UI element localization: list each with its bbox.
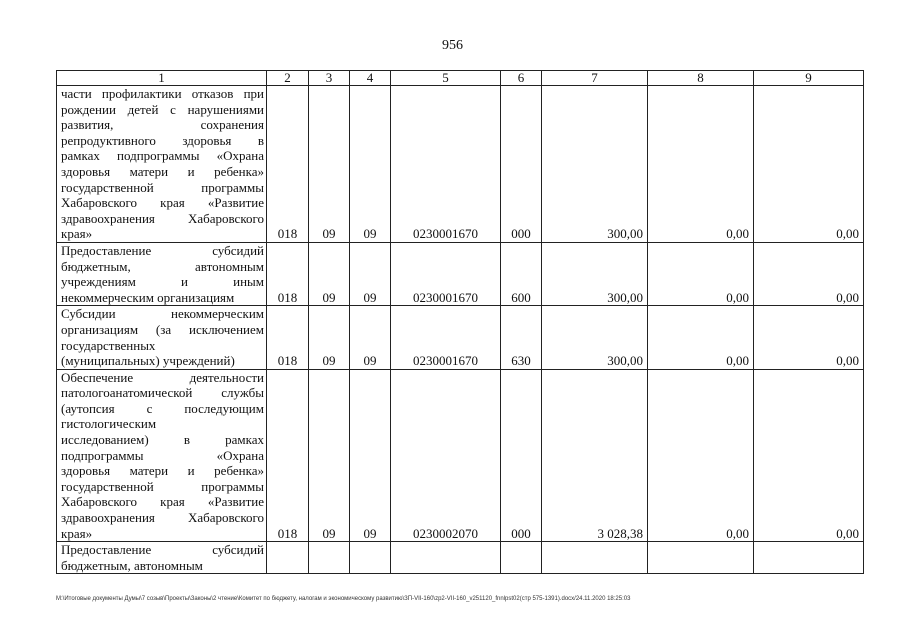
cell-col-6: 630 [501,306,542,369]
description-line: некоммерческим организациям [61,289,235,305]
description-line: исследованием) в рамках [61,432,264,448]
description-line: государственных [61,337,156,353]
description-line: развития, сохранения [61,117,264,133]
cell-col-5: 0230001670 [391,86,501,243]
cell-col-6: 600 [501,242,542,305]
column-header: 8 [648,71,754,86]
description-line: репродуктивного здоровья в [61,132,264,148]
cell-col-2: 018 [267,369,309,542]
cell-col-3 [309,542,350,574]
cell-col-8: 0,00 [648,306,754,369]
cell-col-4: 09 [350,242,391,305]
description-line: учреждениям и иным [61,274,264,290]
column-header: 5 [391,71,501,86]
budget-table [56,70,864,574]
cell-col-3: 09 [309,242,350,305]
cell-col-9: 0,00 [754,369,864,542]
description-line: здоровья матери и ребенка» [61,163,264,179]
column-header: 1 [57,71,267,86]
column-header: 6 [501,71,542,86]
cell-col-4: 09 [350,369,391,542]
table-row [57,306,864,369]
description-line: края» [61,226,93,242]
cell-col-2: 018 [267,86,309,243]
cell-col-4 [350,542,391,574]
cell-col-5: 0230001670 [391,242,501,305]
cell-col-9 [754,542,864,574]
cell-col-8: 0,00 [648,369,754,542]
page-number: 956 [442,38,463,53]
cell-col-9: 0,00 [754,306,864,369]
cell-col-7: 300,00 [542,242,648,305]
description-line: гистологическим [61,416,157,432]
column-header: 7 [542,71,648,86]
description-line: (аутопсия с последующим [61,400,264,416]
description-line: организациям (за исключением [61,321,264,337]
description-line: Предоставление субсидий [61,242,264,258]
description-line: Хабаровского края «Развитие [61,195,264,211]
row-description [57,542,267,574]
cell-col-7: 3 028,38 [542,369,648,542]
cell-col-6: 000 [501,369,542,542]
column-header: 4 [350,71,391,86]
description-line: государственной программы [61,179,264,195]
table-row [57,369,864,542]
description-line: Обеспечение деятельности [61,369,264,385]
description-line: здоровья матери и ребенка» [61,463,264,479]
table-header-row [57,71,864,86]
table-row [57,242,864,305]
description-line: рамках подпрограммы «Охрана [61,148,264,164]
column-header: 9 [754,71,864,86]
row-description [57,86,267,243]
cell-col-4: 09 [350,306,391,369]
description-line: бюджетным, автономным [61,258,264,274]
row-description [57,242,267,305]
cell-col-9: 0,00 [754,86,864,243]
document-file-path: M:\Итоговые документы Думы\7 созыв\Проекты\Законы\2 чтение\Комитет по бюджету, налогам и экономическому развитию\ЗП-VII-160\zp2-VII-160_v251120_fnnlpst02(стр 575-1391).docx/24.11.2020 18:25:03 [56,596,631,602]
cell-col-7 [542,542,648,574]
cell-col-2: 018 [267,242,309,305]
description-line: Предоставление субсидий [61,542,264,558]
cell-col-8 [648,542,754,574]
cell-col-8: 0,00 [648,86,754,243]
cell-col-9: 0,00 [754,242,864,305]
cell-col-7: 300,00 [542,306,648,369]
cell-col-4: 09 [350,86,391,243]
description-line: (муниципальных) учреждений) [61,353,235,369]
row-description [57,369,267,542]
cell-col-5: 0230002070 [391,369,501,542]
description-line: бюджетным, автономным [61,557,203,573]
description-line: подпрограммы «Охрана [61,447,264,463]
cell-col-6 [501,542,542,574]
description-line: здравоохранения Хабаровского [61,210,264,226]
table-row [57,86,864,243]
cell-col-5 [391,542,501,574]
description-line: края» [61,525,93,541]
cell-col-2 [267,542,309,574]
description-line: рождении детей с нарушениями [61,101,264,117]
column-header: 3 [309,71,350,86]
cell-col-5: 0230001670 [391,306,501,369]
cell-col-3: 09 [309,369,350,542]
description-line: части профилактики отказов при [61,86,264,101]
cell-col-7: 300,00 [542,86,648,243]
column-header: 2 [267,71,309,86]
description-line: государственной программы [61,478,264,494]
description-line: Хабаровского края «Развитие [61,494,264,510]
description-line: Субсидии некоммерческим [61,306,264,322]
cell-col-3: 09 [309,86,350,243]
cell-col-2: 018 [267,306,309,369]
cell-col-6: 000 [501,86,542,243]
cell-col-8: 0,00 [648,242,754,305]
description-line: здравоохранения Хабаровского [61,510,264,526]
description-line: патологоанатомической службы [61,385,264,401]
row-description [57,306,267,369]
table-row [57,542,864,574]
cell-col-3: 09 [309,306,350,369]
